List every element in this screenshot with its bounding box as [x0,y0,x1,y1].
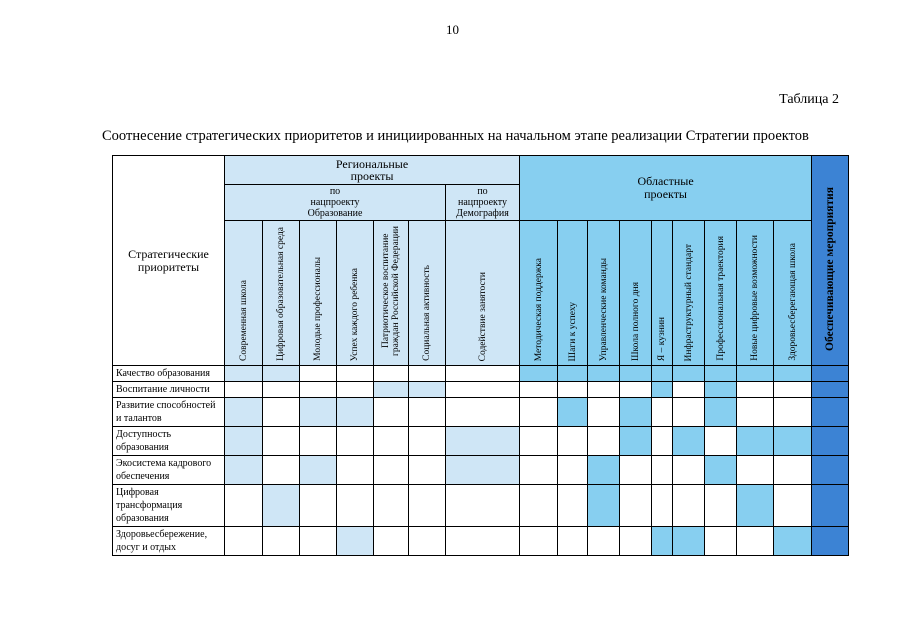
table-cell [300,366,337,382]
column-header-5 [374,221,409,366]
header-education-line-3: Образование [307,208,363,219]
table-row [113,382,849,398]
table-cell [705,366,737,382]
table-cell [300,382,337,398]
header-priorities: Стратегические приоритеты [113,156,225,366]
table-cell [588,485,620,527]
table-cell [520,382,558,398]
column-header-15 [737,221,774,366]
table-cell [263,366,300,382]
table-cell [588,366,620,382]
header-oblast-line-2: проекты [644,187,687,201]
table-cell [300,398,337,427]
table-cell [705,456,737,485]
row-label: Доступность образования [113,427,225,456]
table-cell [588,398,620,427]
table-cell [337,427,374,456]
table-cell [558,382,588,398]
column-header-label: Здоровьесберегающая школа [787,243,798,361]
column-header-9 [558,221,588,366]
column-header-7 [446,221,520,366]
table-cell [263,527,300,556]
table-cell [620,427,652,456]
table-cell [300,527,337,556]
column-header-1 [225,221,263,366]
row-label: Развитие способностей и талантов [113,398,225,427]
table-cell [300,427,337,456]
table-cell [705,382,737,398]
table-cell [337,485,374,527]
table-cell [446,456,520,485]
table-cell [558,485,588,527]
table-cell [673,427,705,456]
table-cell [620,382,652,398]
column-header-label: Методическая поддержка [533,257,544,361]
table-cell [337,366,374,382]
table-cell [673,382,705,398]
priorities-projects-table [112,155,849,556]
column-header-3 [300,221,337,366]
table-cell [620,485,652,527]
column-header-label: Успех каждого ребенка [350,267,360,361]
column-header-label: Патриотическое воспитание граждан Российской Федерации [381,226,401,356]
table-cell [337,456,374,485]
table-cell [374,427,409,456]
document-title: Соотнесение стратегических приоритетов и инициированных на начальном этапе реализации Стратегии проектов [102,128,809,144]
column-header-14 [705,221,737,366]
column-header-label: Современная школа [238,280,249,361]
column-header-12 [652,221,673,366]
table-cell [409,427,446,456]
table-row [113,485,849,527]
column-header-label: Инфраструктурный стандарт [683,243,694,361]
header-demography-line-2: нацпроекту [458,197,508,208]
table-cell [558,366,588,382]
column-header-2 [263,221,300,366]
table-cell [225,398,263,427]
column-header-label: Новые цифровые возможности [750,235,761,361]
column-header-label: Я – кузнин [657,316,668,361]
table-cell [225,382,263,398]
table-cell [652,456,673,485]
table-cell [225,456,263,485]
table-cell [374,527,409,556]
table-cell [652,527,673,556]
table-cell [673,398,705,427]
row-label: Воспитание личности [113,382,225,398]
table-cell [588,527,620,556]
table-cell [774,456,812,485]
table-cell [225,427,263,456]
row-label: Качество образования [113,366,225,382]
table-cell [520,366,558,382]
column-header-13 [673,221,705,366]
table-cell [225,485,263,527]
header-demography-line-1: по [477,186,488,197]
table-cell [409,398,446,427]
table-cell [774,485,812,527]
column-header-6 [409,221,446,366]
column-header-10 [588,221,620,366]
header-demography-line-3: Демография [456,208,509,219]
table-cell [374,485,409,527]
column-header-4 [337,221,374,366]
column-header-8 [520,221,558,366]
header-oblast-projects [520,156,812,221]
table-cell [652,366,673,382]
column-header-label: Молодые профессионалы [313,257,323,361]
table-cell [673,456,705,485]
table-cell [337,398,374,427]
table-cell [409,456,446,485]
table-cell [300,485,337,527]
table-row [113,398,849,427]
table-cell [263,485,300,527]
table-cell [588,456,620,485]
table-cell [737,398,774,427]
page-number: 10 [446,22,459,37]
table-cell [737,485,774,527]
table-cell [774,382,812,398]
table-cell [446,485,520,527]
column-header-label: Социальная активность [422,265,432,361]
header-regional-projects [225,156,520,185]
table-cell [263,427,300,456]
table-cell [409,366,446,382]
table-cell [737,366,774,382]
header-by-education [225,185,446,221]
table-label: Таблица 2 [779,92,839,107]
column-header-11 [620,221,652,366]
support-cell [812,527,849,556]
table-cell [558,427,588,456]
table-cell [520,456,558,485]
header-regional-line-1: Региональные [335,157,409,171]
header-regional-line-2: проекты [350,169,394,183]
header-education-line-2: нацпроекту [310,197,360,208]
row-label: Здоровьесбережение, досуг и отдых [113,527,225,556]
table-cell [774,366,812,382]
header-support-label: Обеспечивающие мероприятия [824,187,837,351]
column-header-label: Содействие занятости [477,271,488,361]
support-cell [812,382,849,398]
support-cell [812,427,849,456]
table-cell [620,366,652,382]
table-cell [705,485,737,527]
column-header-label: Цифровая образовательная среда [276,227,286,361]
column-header-label: Управленческие команды [598,257,609,361]
table-cell [673,527,705,556]
column-header-16 [774,221,812,366]
table-cell [737,456,774,485]
table-cell [446,527,520,556]
table-cell [737,427,774,456]
table-row [113,366,849,382]
support-cell [812,485,849,527]
table-cell [446,382,520,398]
table-cell [520,427,558,456]
table-cell [673,366,705,382]
table-cell [620,456,652,485]
row-label: Цифровая трансформация образования [113,485,225,527]
table-cell [774,398,812,427]
column-header-label: Шаги к успеху [567,301,578,361]
table-cell [337,527,374,556]
table-cell [558,527,588,556]
table-cell [620,398,652,427]
table-cell [520,527,558,556]
table-cell [774,527,812,556]
table-cell [652,398,673,427]
row-label: Экосистема кадрового обеспечения [113,456,225,485]
header-by-demography [446,185,520,221]
table-cell [774,427,812,456]
header-support-activities [812,156,849,366]
table-cell [263,382,300,398]
header-education-line-1: по [329,186,341,197]
table-cell [225,527,263,556]
table-cell [737,382,774,398]
table-cell [588,382,620,398]
support-cell [812,366,849,382]
table-cell [374,382,409,398]
table-cell [409,527,446,556]
support-cell [812,398,849,427]
table-row [113,527,849,556]
table-cell [263,456,300,485]
table-row [113,427,849,456]
table-cell [446,366,520,382]
table-cell [737,527,774,556]
table-cell [588,427,620,456]
table-cell [652,427,673,456]
table-cell [673,485,705,527]
table-cell [558,398,588,427]
table-cell [705,427,737,456]
column-header-label: Школа полного дня [630,281,641,361]
table-cell [446,398,520,427]
table-cell [374,366,409,382]
table-cell [263,398,300,427]
table-cell [337,382,374,398]
table-cell [652,382,673,398]
table-cell [374,456,409,485]
table-cell [558,456,588,485]
table-cell [652,485,673,527]
table-cell [705,398,737,427]
table-cell [300,456,337,485]
table-cell [446,427,520,456]
table-row [113,456,849,485]
table-cell [620,527,652,556]
support-cell [812,456,849,485]
table-cell [409,485,446,527]
header-oblast-line-1: Областные [637,174,694,188]
column-header-label: Профессиональная траектория [715,236,726,361]
table-cell [409,382,446,398]
table-cell [225,366,263,382]
table-cell [374,398,409,427]
table-cell [705,527,737,556]
table-cell [520,485,558,527]
table-cell [520,398,558,427]
